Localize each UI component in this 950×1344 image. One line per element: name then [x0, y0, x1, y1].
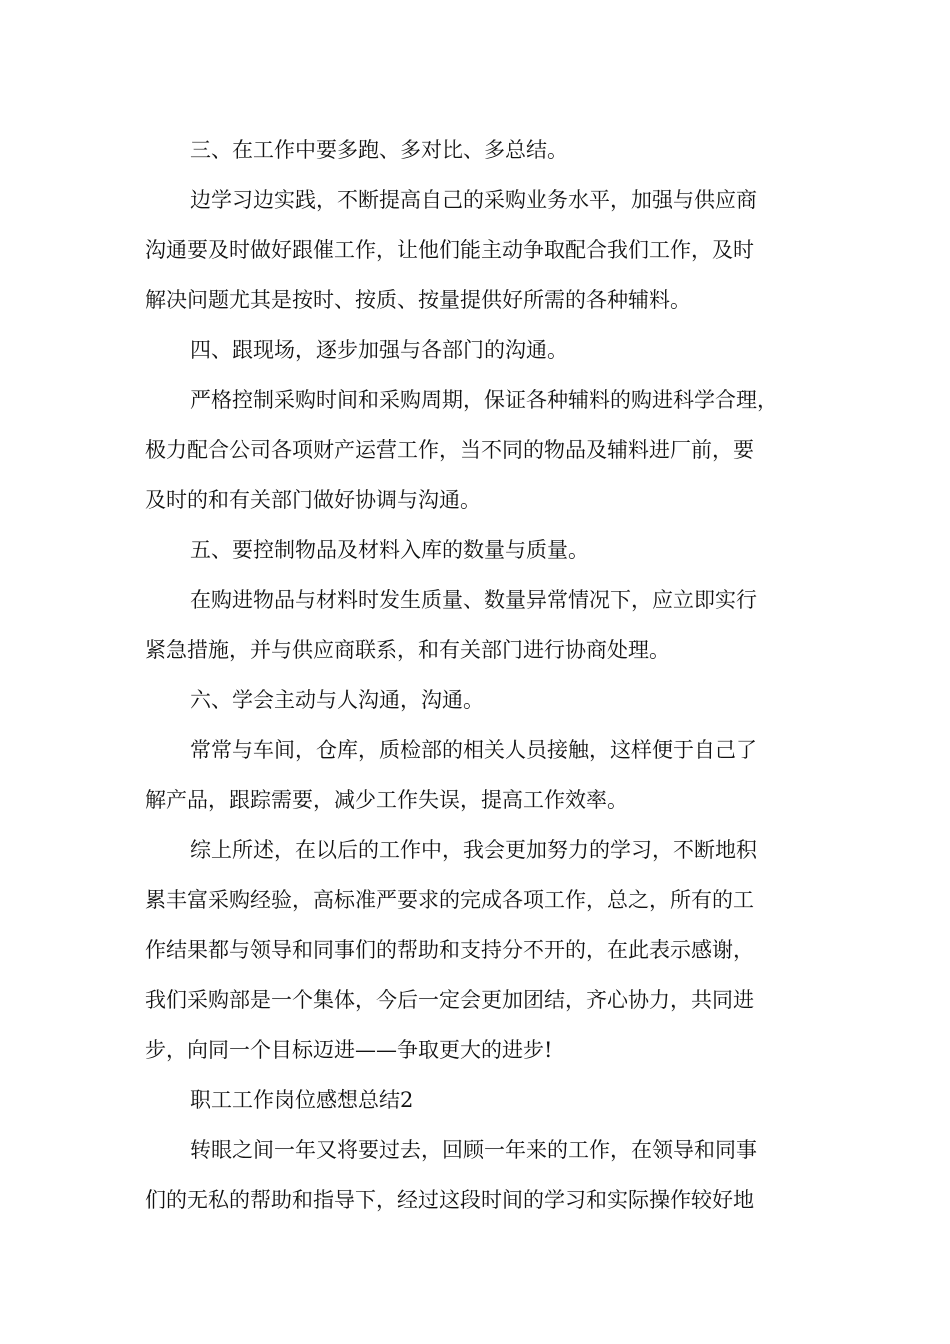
paragraph: [145, 125, 825, 175]
text-line: 严格控制采购时间和采购周期，保证各种辅料的购进科学合理，: [190, 388, 778, 412]
section-heading: [145, 1075, 825, 1125]
paragraph: [145, 575, 825, 675]
heading-text: 职工工作岗位感想总结2: [190, 1088, 414, 1112]
text-line: 解决问题尤其是按时、按质、按量提供好所需的各种辅料。: [145, 288, 691, 312]
paragraph: [145, 825, 825, 1075]
paragraph: [145, 725, 825, 825]
paragraph: [145, 325, 825, 375]
paragraph: [145, 175, 825, 325]
text-line: 沟通要及时做好跟催工作，让他们能主动争取配合我们工作，及时: [145, 238, 754, 262]
text-line: 及时的和有关部门做好协调与沟通。: [145, 488, 481, 512]
text-line: 边学习边实践，不断提高自己的采购业务水平，加强与供应商: [190, 188, 757, 212]
text-line: 转眼之间一年又将要过去，回顾一年来的工作，在领导和同事: [190, 1138, 757, 1162]
text-line: 三、在工作中要多跑、多对比、多总结。: [190, 138, 568, 162]
text-line: 常常与车间，仓库，质检部的相关人员接触，这样便于自己了: [190, 738, 757, 762]
text-line: 步，向同一个目标迈进——争取更大的进步!: [145, 1038, 553, 1062]
text-line: 综上所述，在以后的工作中，我会更加努力的学习，不断地积: [190, 838, 757, 862]
text-line: 解产品，跟踪需要，减少工作失误，提高工作效率。: [145, 788, 628, 812]
text-line: 们的无私的帮助和指导下，经过这段时间的学习和实际操作较好地: [145, 1188, 754, 1212]
text-line: 在购进物品与材料时发生质量、数量异常情况下，应立即实行: [190, 588, 757, 612]
paragraph: [145, 675, 825, 725]
text-line: 五、要控制物品及材料入库的数量与质量。: [190, 538, 589, 562]
text-line: 六、学会主动与人沟通，沟通。: [190, 688, 484, 712]
text-line: 我们采购部是一个集体，今后一定会更加团结，齐心协力，共同进: [145, 988, 754, 1012]
text-line: 极力配合公司各项财产运营工作，当不同的物品及辅料进厂前，要: [145, 438, 754, 462]
text-line: 累丰富采购经验，高标准严要求的完成各项工作，总之，所有的工: [145, 888, 754, 912]
text-line: 四、跟现场，逐步加强与各部门的沟通。: [190, 338, 568, 362]
text-line: 作结果都与领导和同事们的帮助和支持分不开的，在此表示感谢，: [145, 938, 754, 962]
paragraph: [145, 525, 825, 575]
paragraph: [145, 1125, 825, 1225]
paragraph: [145, 375, 825, 525]
text-line: 紧急措施，并与供应商联系，和有关部门进行协商处理。: [145, 638, 670, 662]
document-body: [145, 125, 825, 1225]
